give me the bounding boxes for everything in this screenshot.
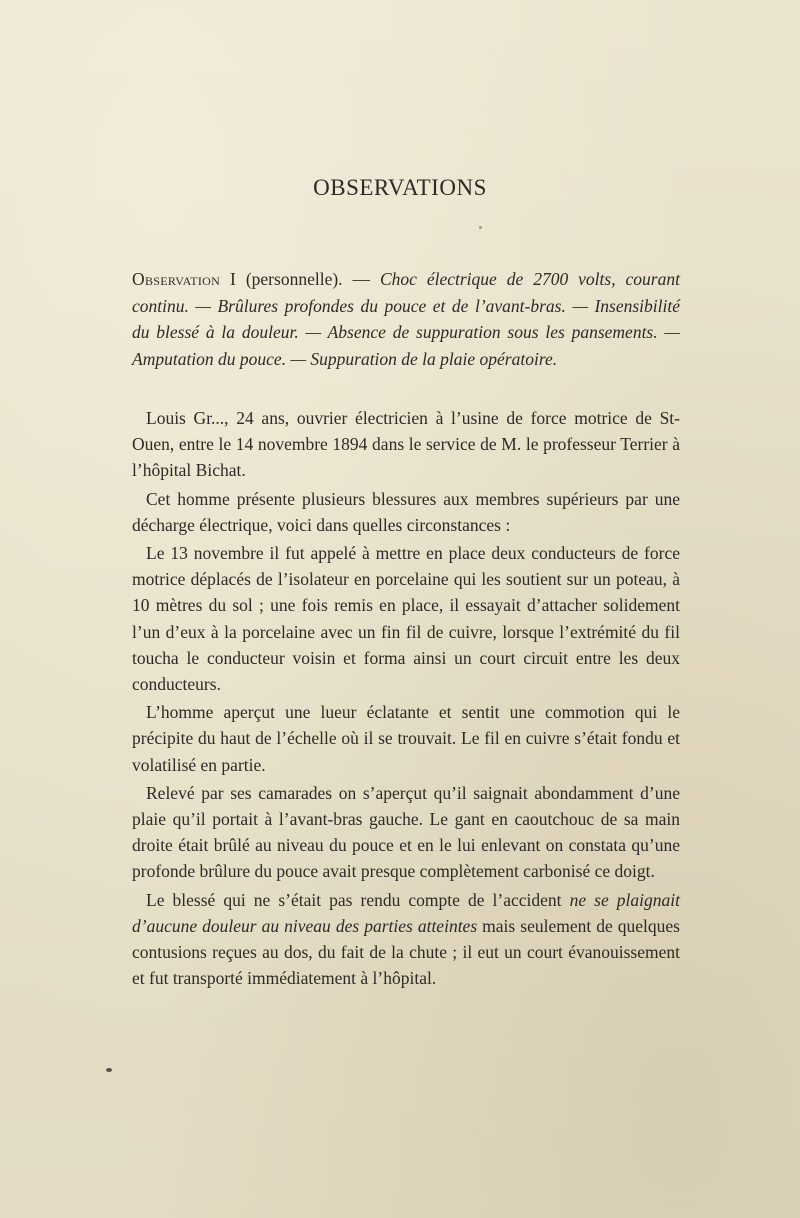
observation-summary <box>132 266 680 372</box>
page-heading: OBSERVATIONS <box>313 175 487 200</box>
paragraph-transport-end: mais seulement de quelques contusions reçues au dos, du fait de la chute ; il eut un court évanouissement et fut transporté immédiatement à l’hôpital. <box>132 915 680 989</box>
paragraph-transport-italic: ne se plaignait d’aucune douleur au niveau des parties atteintes <box>132 889 680 936</box>
paragraph-circumstances: Le 13 novembre il fut appelé à mettre en place deux conducteurs de force motrice déplacés de l’isolateur en porcelaine qui les soutient sur un poteau, à 10 mètres du sol ; une fois remis en place, il essayait d’attacher solidement l’un d’eux à la porcelaine avec un fin fil de cuivre, lorsque l’extrémité du fil toucha le conducteur voisin et forma ainsi un court circuit entre les deux conducteurs. <box>132 543 680 695</box>
observation-label: Observation <box>132 269 221 289</box>
observation-number: I (personnelle). — <box>220 269 380 289</box>
observation-body <box>132 405 680 991</box>
paragraph-commotion: L’homme aperçut une lueur éclatante et sentit une commotion qui le précipite du haut de l’échelle où il se trouvait. Le fil en cuivre s’était fondu et volatilisé en partie. <box>132 702 680 775</box>
paragraph-patient-intro: Louis Gr..., 24 ans, ouvrier électricien à l’usine de force motrice de St-Ouen, entre le 14 novembre 1894 dans le service de M. le professeur Terrier à l’hôpital Bichat. <box>132 408 680 481</box>
paragraph-injuries: Cet homme présente plusieurs blessures aux membres supérieurs par une décharge électrique, voici dans quelles circonstances : <box>132 488 680 535</box>
paragraph-transport <box>132 887 680 992</box>
ink-speck <box>106 1068 112 1072</box>
ink-dot <box>479 226 482 229</box>
paragraph-rescue: Relevé par ses camarades on s’aperçut qu’il saignait abondamment d’une plaie qu’il portait à l’avant-bras gauche. Le gant en caoutchouc de sa main droite était brûlé au niveau du pouce et en le lui enlevant on constata qu’une profonde brûlure du pouce avait presque complètement carbonisé ce doigt. <box>132 782 680 882</box>
paragraph-transport-start: Le blessé qui ne s’était pas rendu compte de l’accident <box>146 889 570 910</box>
observation-summary-text: Choc électrique de 2700 volts, courant continu. — Brûlures profondes du pouce et de l’avant-bras. — Insensibilité du blessé à la douleur. — Absence de suppuration sous les pansements. — Amputation du pouce. — Suppuration de la plaie opératoire. <box>132 269 680 369</box>
